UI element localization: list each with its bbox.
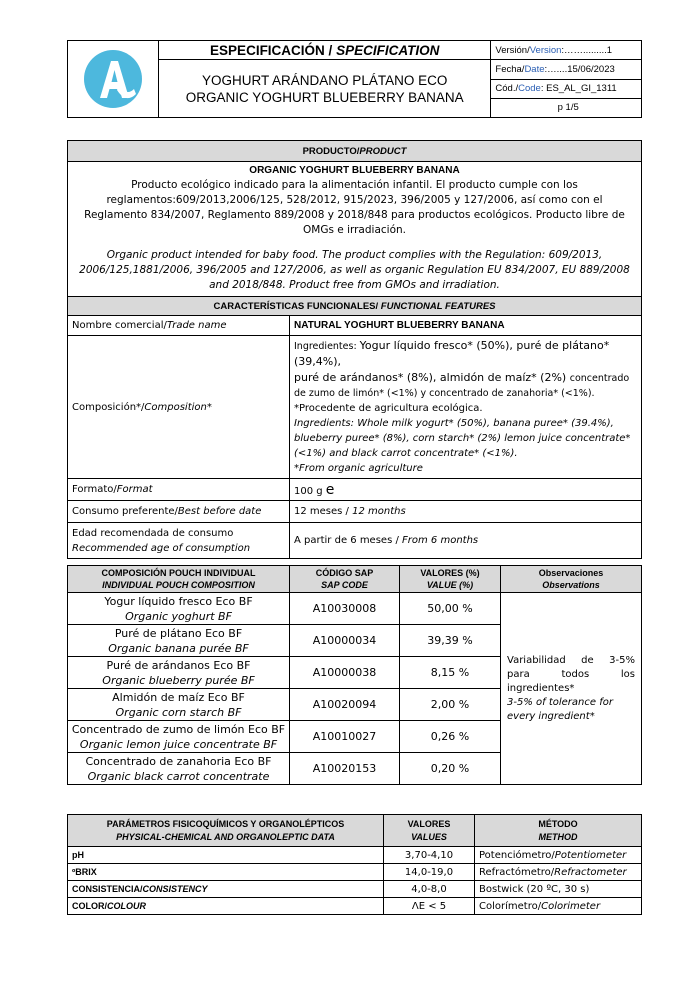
age-label: Edad recomendada de consumo Recommended age of consumption [68,523,290,559]
table-row [68,593,642,625]
ingredient-name: Yogur líquido fresco Eco BF Organic yoghurt BF [68,593,290,625]
observations: Variabilidad de 3-5% para todos los ingredientes* 3-5% of tolerance for every ingredient* [501,593,642,785]
sap-code: A10000038 [290,657,400,689]
param-value: ΛE < 5 [384,898,475,915]
ingredient-value: 0,20 % [400,753,501,785]
ingredient-name: Puré de plátano Eco BF Organic banana purée BF [68,625,290,657]
format-label: Formato/Format [68,479,290,501]
product-section [67,140,642,298]
company-logo [68,41,159,118]
page-number: p 1/5 [491,98,642,117]
header-observations: Observaciones Observations [501,566,642,593]
features-table [67,296,642,559]
date-field: Fecha/Date:…....15/06/2023 [491,60,642,79]
trade-name-value: NATURAL YOGHURT BLUEBERRY BANANA [290,316,642,336]
param-value: 3,70-4,10 [384,847,475,864]
header-method: MÉTODO METHOD [475,815,642,847]
sap-code: A10030008 [290,593,400,625]
param-method: Potenciómetro/Potentiometer [475,847,642,864]
sap-code: A10000034 [290,625,400,657]
best-before-label: Consumo preferente/Best before date [68,501,290,523]
best-before-value: 12 meses / 12 months [290,501,642,523]
product-desc-en: Organic product intended for baby food. The product complies with the Regulation: 609/2013, 2006/125,1881/2006, 396/2005 and 127/2006, as well as organic Regulation EU 834/2007, EU 889/2008 and 2018/848. Product free from GMOs and irradiation. [79,249,630,291]
header-values: VALORES VALUES [384,815,475,847]
ingredient-value: 2,00 % [400,689,501,721]
composition-value: Ingredientes: Yogur líquido fresco* (50%), puré de plátano* (39,4%), puré de arándanos* (8%), almidón de maíz* (2%) concentrado de zumo de limón* (<1%) y concentrado de zanahoria* (<1%). *Procedente de agricultura ecológica. Ingredients: Whole milk yogurt* (50%), banana puree* (39.4%), blueberry puree* (8%), corn starch* (2%) lemon juice concentrate* (<1%) and black carrot concentrate* (<1%). *From organic agriculture [290,336,642,479]
table-row [68,898,642,915]
param-value: 14,0-19,0 [384,864,475,881]
param-method: Colorímetro/Colorimeter [475,898,642,915]
ingredient-value: 50,00 % [400,593,501,625]
header-sap-code: CÓDIGO SAP SAP CODE [290,566,400,593]
ingredient-name: Puré de arándanos Eco BF Organic blueberry purée BF [68,657,290,689]
table-row [68,847,642,864]
format-value: 100 g e [290,479,642,501]
product-title: YOGHURT ARÁNDANO PLÁTANO ECO ORGANIC YOGHURT BLUEBERRY BANANA [159,60,491,118]
header-values: VALORES (%) VALUE (%) [400,566,501,593]
pouch-composition-table [67,565,642,785]
product-desc-es: Producto ecológico indicado para la alimentación infantil. El producto cumple con los reglamentos:609/2013,2006/125, 528/2012, 915/2023, 396/2005 y 127/2006, así como con el Reglamento 834/2007, Reglamento 889/2008 y 2018/848 para productos ecológicos. Producto libre de OMGs e irradiación. [84,179,625,236]
product-description [68,162,642,298]
ingredient-name: Concentrado de zumo de limón Eco BF Organic lemon juice concentrate BF [68,721,290,753]
ingredient-value: 0,26 % [400,721,501,753]
param-name: pH [68,847,384,864]
age-value: A partir de 6 meses / From 6 months [290,523,642,559]
sap-code: A10020094 [290,689,400,721]
code-field: Cód./Code: ES_AL_GI_1311 [491,79,642,98]
header-parameters: PARÁMETROS FISICOQUÍMICOS Y ORGANOLÉPTICOS PHYSICAL-CHEMICAL AND ORGANOLEPTIC DATA [68,815,384,847]
document-header [67,40,642,118]
param-name: ºBRIX [68,864,384,881]
ingredient-name: Concentrado de zanahoria Eco BF Organic black carrot concentrate [68,753,290,785]
param-value: 4,0-8,0 [384,881,475,898]
table-row [68,864,642,881]
product-section-title: PRODUCTO/PRODUCT [68,141,642,162]
ingredient-name: Almidón de maíz Eco BF Organic corn starch BF [68,689,290,721]
features-section-title: CARACTERÍSTICAS FUNCIONALES/ FUNCTIONAL FEATURES [68,297,642,316]
spec-title: ESPECIFICACIÓN / SPECIFICATION [159,41,491,60]
table-row [68,881,642,898]
product-name: ORGANIC YOGHURT BLUEBERRY BANANA [249,165,460,176]
sap-code: A10020153 [290,753,400,785]
estimated-sign: e [325,481,335,498]
ingredient-value: 39,39 % [400,625,501,657]
header-composition: COMPOSICIÓN POUCH INDIVIDUAL INDIVIDUAL POUCH COMPOSITION [68,566,290,593]
ingredient-value: 8,15 % [400,657,501,689]
physical-chemical-table [67,814,642,915]
logo-icon [82,48,144,110]
param-method: Bostwick (20 ºC, 30 s) [475,881,642,898]
param-name: CONSISTENCIA/CONSISTENCY [68,881,384,898]
trade-name-label: Nombre comercial/Trade name [68,316,290,336]
param-method: Refractómetro/Refractometer [475,864,642,881]
sap-code: A10010027 [290,721,400,753]
param-name: COLOR/COLOUR [68,898,384,915]
composition-label: Composición*/Composition* [68,336,290,479]
version-field: Versión/Version:…….........1 [491,41,642,60]
